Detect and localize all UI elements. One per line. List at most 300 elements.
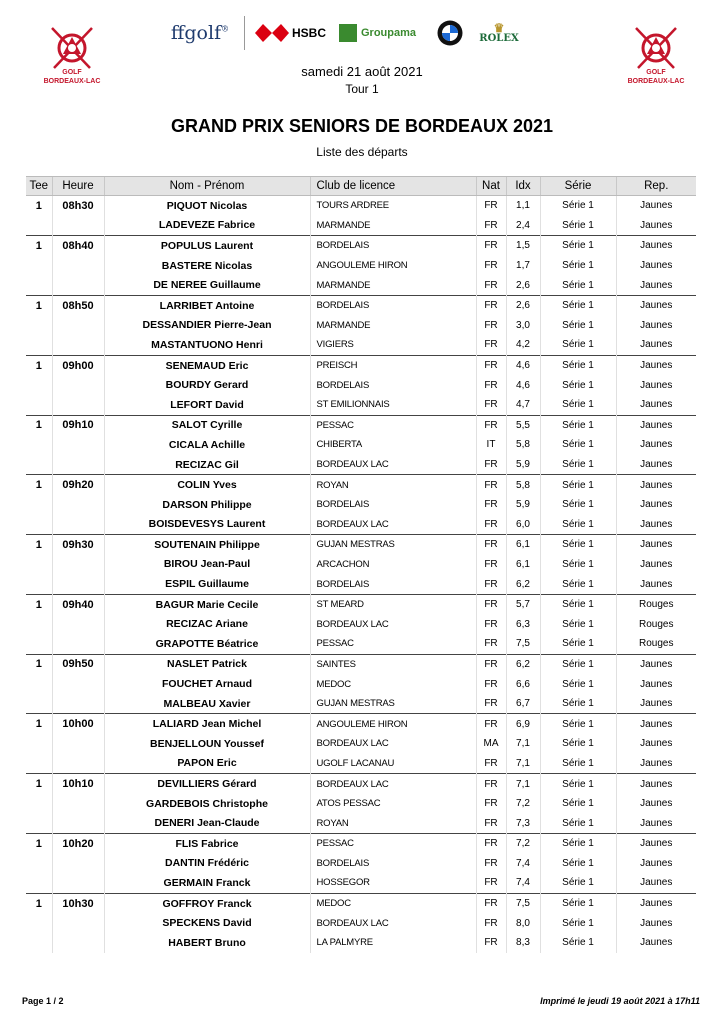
cell-serie: Série 1 xyxy=(540,774,616,794)
cell-nat: FR xyxy=(476,275,506,295)
cell-player-name: RECIZAC Ariane xyxy=(104,614,310,634)
cell-time xyxy=(52,694,104,714)
cell-index: 6,9 xyxy=(506,714,540,734)
cell-tee-color: Jaunes xyxy=(616,216,696,236)
column-header-serie: Série xyxy=(540,177,616,196)
cell-index: 7,1 xyxy=(506,734,540,754)
table-row xyxy=(26,854,696,874)
cell-nat: FR xyxy=(476,813,506,833)
column-header-rep: Rep. xyxy=(616,177,696,196)
cell-tee-color: Jaunes xyxy=(616,236,696,256)
cell-club: MARMANDE xyxy=(310,316,476,336)
cell-player-name: BOISDEVESYS Laurent xyxy=(104,515,310,535)
cell-index: 6,6 xyxy=(506,674,540,694)
bmw-roundel-icon xyxy=(437,20,463,46)
cell-player-name: MALBEAU Xavier xyxy=(104,694,310,714)
cell-club: PESSAC xyxy=(310,634,476,654)
cell-index: 4,2 xyxy=(506,335,540,355)
cell-time: 10h20 xyxy=(52,834,104,854)
cell-time xyxy=(52,794,104,814)
cell-tee xyxy=(26,813,52,833)
cell-serie: Série 1 xyxy=(540,893,616,913)
cell-player-name: NASLET Patrick xyxy=(104,654,310,674)
cell-serie: Série 1 xyxy=(540,216,616,236)
club-logo-text-top: GOLF xyxy=(646,69,666,76)
cell-club: ATOS PESSAC xyxy=(310,794,476,814)
table-row xyxy=(26,335,696,355)
cell-tee-color: Jaunes xyxy=(616,256,696,276)
cell-index: 1,1 xyxy=(506,196,540,216)
cell-serie: Série 1 xyxy=(540,694,616,714)
cell-tee-color: Jaunes xyxy=(616,574,696,594)
cell-tee: 1 xyxy=(26,295,52,315)
cell-index: 6,3 xyxy=(506,614,540,634)
table-row xyxy=(26,555,696,575)
cell-serie: Série 1 xyxy=(540,734,616,754)
cell-time: 09h20 xyxy=(52,475,104,495)
cell-player-name: DE NEREE Guillaume xyxy=(104,275,310,295)
cell-nat: FR xyxy=(476,754,506,774)
cell-index: 5,9 xyxy=(506,455,540,475)
cell-time xyxy=(52,275,104,295)
table-row xyxy=(26,375,696,395)
table-row xyxy=(26,515,696,535)
cell-serie: Série 1 xyxy=(540,275,616,295)
cell-time xyxy=(52,674,104,694)
table-row xyxy=(26,295,696,315)
table-row xyxy=(26,694,696,714)
cell-tee xyxy=(26,913,52,933)
cell-player-name: BASTERE Nicolas xyxy=(104,256,310,276)
cell-nat: FR xyxy=(476,634,506,654)
table-row xyxy=(26,355,696,375)
cell-index: 7,5 xyxy=(506,634,540,654)
cell-club: PREISCH xyxy=(310,355,476,375)
cell-club: BORDELAIS xyxy=(310,574,476,594)
cell-index: 7,4 xyxy=(506,873,540,893)
cell-tee xyxy=(26,216,52,236)
cell-time xyxy=(52,873,104,893)
cell-serie: Série 1 xyxy=(540,933,616,953)
cell-index: 6,1 xyxy=(506,555,540,575)
cell-nat: FR xyxy=(476,594,506,614)
club-logo-text-bottom: BORDEAUX-LAC xyxy=(627,78,685,85)
club-logo-text-top: GOLF xyxy=(62,69,82,76)
cell-index: 7,5 xyxy=(506,893,540,913)
cell-club: TOURS ARDREE xyxy=(310,196,476,216)
cell-time xyxy=(52,854,104,874)
cell-tee xyxy=(26,614,52,634)
cell-club: LA PALMYRE xyxy=(310,933,476,953)
cell-time xyxy=(52,455,104,475)
cell-player-name: LADEVEZE Fabrice xyxy=(104,216,310,236)
cell-time: 10h10 xyxy=(52,774,104,794)
tee-times-table xyxy=(26,176,696,953)
cell-time xyxy=(52,734,104,754)
cell-nat: FR xyxy=(476,256,506,276)
cell-nat: FR xyxy=(476,574,506,594)
cell-player-name: SALOT Cyrille xyxy=(104,415,310,435)
cell-player-name: ESPIL Guillaume xyxy=(104,574,310,594)
cell-tee: 1 xyxy=(26,893,52,913)
cell-index: 8,3 xyxy=(506,933,540,953)
cell-tee-color: Jaunes xyxy=(616,415,696,435)
table-row xyxy=(26,495,696,515)
cell-tee-color: Jaunes xyxy=(616,893,696,913)
cell-tee xyxy=(26,754,52,774)
hsbc-logo: HSBC xyxy=(255,24,339,42)
cell-tee-color: Jaunes xyxy=(616,355,696,375)
cell-time xyxy=(52,913,104,933)
cell-serie: Série 1 xyxy=(540,614,616,634)
table-row xyxy=(26,236,696,256)
cell-tee-color: Jaunes xyxy=(616,335,696,355)
table-row xyxy=(26,614,696,634)
cell-tee xyxy=(26,854,52,874)
cell-club: ROYAN xyxy=(310,813,476,833)
cell-tee xyxy=(26,395,52,415)
table-row xyxy=(26,774,696,794)
cell-index: 7,4 xyxy=(506,854,540,874)
table-row xyxy=(26,535,696,555)
cell-nat: IT xyxy=(476,435,506,455)
cell-tee-color: Jaunes xyxy=(616,535,696,555)
table-row xyxy=(26,913,696,933)
cell-serie: Série 1 xyxy=(540,634,616,654)
cell-tee-color: Jaunes xyxy=(616,813,696,833)
cell-serie: Série 1 xyxy=(540,813,616,833)
cell-nat: FR xyxy=(476,834,506,854)
cell-club: BORDELAIS xyxy=(310,375,476,395)
column-header-nat: Nat xyxy=(476,177,506,196)
cell-serie: Série 1 xyxy=(540,754,616,774)
cell-tee: 1 xyxy=(26,535,52,555)
cell-tee xyxy=(26,275,52,295)
cell-serie: Série 1 xyxy=(540,196,616,216)
cell-nat: FR xyxy=(476,515,506,535)
table-row xyxy=(26,594,696,614)
cell-serie: Série 1 xyxy=(540,495,616,515)
table-row xyxy=(26,415,696,435)
cell-index: 6,7 xyxy=(506,694,540,714)
cell-serie: Série 1 xyxy=(540,913,616,933)
cell-tee-color: Rouges xyxy=(616,614,696,634)
cell-nat: FR xyxy=(476,774,506,794)
cell-club: BORDELAIS xyxy=(310,295,476,315)
cell-index: 7,2 xyxy=(506,794,540,814)
cell-serie: Série 1 xyxy=(540,515,616,535)
cell-tee: 1 xyxy=(26,475,52,495)
cell-time xyxy=(52,933,104,953)
cell-tee-color: Jaunes xyxy=(616,654,696,674)
table-row xyxy=(26,674,696,694)
cell-player-name: DESSANDIER Pierre-Jean xyxy=(104,316,310,336)
cell-serie: Série 1 xyxy=(540,256,616,276)
cell-serie: Série 1 xyxy=(540,455,616,475)
cell-serie: Série 1 xyxy=(540,236,616,256)
event-date: samedi 21 août 2021 xyxy=(301,64,423,79)
cell-club: BORDELAIS xyxy=(310,236,476,256)
cell-tee-color: Jaunes xyxy=(616,495,696,515)
cell-time xyxy=(52,614,104,634)
cell-nat: FR xyxy=(476,216,506,236)
cell-tee-color: Jaunes xyxy=(616,854,696,874)
cell-nat: FR xyxy=(476,913,506,933)
cell-time: 09h50 xyxy=(52,654,104,674)
cell-time xyxy=(52,813,104,833)
cell-club: BORDEAUX LAC xyxy=(310,774,476,794)
cell-nat: FR xyxy=(476,196,506,216)
bmw-logo xyxy=(431,20,469,46)
table-header-row xyxy=(26,177,696,196)
cell-club: VIGIERS xyxy=(310,335,476,355)
table-row xyxy=(26,316,696,336)
cell-player-name: RECIZAC Gil xyxy=(104,455,310,475)
cell-club: BORDEAUX LAC xyxy=(310,455,476,475)
cell-tee-color: Jaunes xyxy=(616,714,696,734)
cell-tee: 1 xyxy=(26,236,52,256)
cell-index: 5,7 xyxy=(506,594,540,614)
page-subtitle: Liste des départs xyxy=(316,145,408,159)
cell-club: GUJAN MESTRAS xyxy=(310,694,476,714)
cell-club: BORDEAUX LAC xyxy=(310,734,476,754)
cell-tee-color: Rouges xyxy=(616,634,696,654)
cell-tee: 1 xyxy=(26,196,52,216)
cell-time xyxy=(52,316,104,336)
cell-time xyxy=(52,256,104,276)
cell-player-name: CICALA Achille xyxy=(104,435,310,455)
cell-nat: FR xyxy=(476,933,506,953)
cell-serie: Série 1 xyxy=(540,295,616,315)
cell-tee-color: Jaunes xyxy=(616,674,696,694)
cell-serie: Série 1 xyxy=(540,355,616,375)
cell-time: 08h40 xyxy=(52,236,104,256)
cell-nat: FR xyxy=(476,415,506,435)
print-timestamp: Imprimé le jeudi 19 août 2021 à 17h11 xyxy=(540,996,700,1006)
cell-player-name: GERMAIN Franck xyxy=(104,873,310,893)
cell-club: SAINTES xyxy=(310,654,476,674)
cell-player-name: DANTIN Frédéric xyxy=(104,854,310,874)
cell-player-name: FLIS Fabrice xyxy=(104,834,310,854)
cell-tee-color: Jaunes xyxy=(616,395,696,415)
ffgolf-logo: ffgolf® xyxy=(170,22,230,44)
cell-index: 1,5 xyxy=(506,236,540,256)
cell-tee xyxy=(26,495,52,515)
cell-index: 5,9 xyxy=(506,495,540,515)
cell-nat: FR xyxy=(476,395,506,415)
cell-index: 7,2 xyxy=(506,834,540,854)
cell-club: ST EMILIONNAIS xyxy=(310,395,476,415)
cell-club: MARMANDE xyxy=(310,216,476,236)
cell-tee-color: Jaunes xyxy=(616,834,696,854)
cell-nat: FR xyxy=(476,654,506,674)
cell-tee-color: Jaunes xyxy=(616,275,696,295)
column-header-idx: Idx xyxy=(506,177,540,196)
cell-serie: Série 1 xyxy=(540,574,616,594)
cell-tee xyxy=(26,674,52,694)
cell-club: ARCACHON xyxy=(310,555,476,575)
cell-index: 1,7 xyxy=(506,256,540,276)
cell-index: 3,0 xyxy=(506,316,540,336)
cell-tee-color: Jaunes xyxy=(616,515,696,535)
cell-serie: Série 1 xyxy=(540,375,616,395)
cell-nat: FR xyxy=(476,694,506,714)
cell-tee: 1 xyxy=(26,654,52,674)
column-header-name: Nom - Prénom xyxy=(104,177,310,196)
cell-serie: Série 1 xyxy=(540,794,616,814)
cell-serie: Série 1 xyxy=(540,335,616,355)
cell-serie: Série 1 xyxy=(540,316,616,336)
cell-nat: MA xyxy=(476,734,506,754)
cell-club: ROYAN xyxy=(310,475,476,495)
cell-tee xyxy=(26,555,52,575)
cell-index: 2,4 xyxy=(506,216,540,236)
cell-club: BORDELAIS xyxy=(310,495,476,515)
cell-index: 6,2 xyxy=(506,574,540,594)
cell-index: 2,6 xyxy=(506,275,540,295)
cell-tee: 1 xyxy=(26,355,52,375)
cell-serie: Série 1 xyxy=(540,654,616,674)
cell-serie: Série 1 xyxy=(540,714,616,734)
cell-club: BORDEAUX LAC xyxy=(310,515,476,535)
round-label: Tour 1 xyxy=(345,82,379,96)
cell-player-name: PAPON Eric xyxy=(104,754,310,774)
cell-tee: 1 xyxy=(26,834,52,854)
cell-serie: Série 1 xyxy=(540,674,616,694)
cell-player-name: SPECKENS David xyxy=(104,913,310,933)
groupama-square-icon xyxy=(339,24,357,42)
cell-club: MEDOC xyxy=(310,893,476,913)
cell-tee xyxy=(26,435,52,455)
cell-tee-color: Jaunes xyxy=(616,375,696,395)
cell-club: ANGOULEME HIRON xyxy=(310,714,476,734)
cell-club: GUJAN MESTRAS xyxy=(310,535,476,555)
cell-time xyxy=(52,495,104,515)
table-row xyxy=(26,654,696,674)
cell-nat: FR xyxy=(476,674,506,694)
cell-tee-color: Rouges xyxy=(616,594,696,614)
cell-serie: Série 1 xyxy=(540,854,616,874)
table-row xyxy=(26,813,696,833)
cell-nat: FR xyxy=(476,714,506,734)
table-row xyxy=(26,873,696,893)
cell-tee-color: Jaunes xyxy=(616,475,696,495)
cell-serie: Série 1 xyxy=(540,535,616,555)
cell-time xyxy=(52,395,104,415)
cell-tee-color: Jaunes xyxy=(616,295,696,315)
table-row xyxy=(26,256,696,276)
table-row xyxy=(26,435,696,455)
table-row xyxy=(26,634,696,654)
rolex-logo: ♛ ROLEX xyxy=(469,23,529,44)
cell-index: 7,3 xyxy=(506,813,540,833)
column-header-time: Heure xyxy=(52,177,104,196)
cell-nat: FR xyxy=(476,455,506,475)
cell-index: 2,6 xyxy=(506,295,540,315)
cell-tee-color: Jaunes xyxy=(616,873,696,893)
cell-time xyxy=(52,515,104,535)
cell-nat: FR xyxy=(476,236,506,256)
cell-tee-color: Jaunes xyxy=(616,196,696,216)
cell-tee-color: Jaunes xyxy=(616,455,696,475)
cell-player-name: BENJELLOUN Youssef xyxy=(104,734,310,754)
cell-club: CHIBERTA xyxy=(310,435,476,455)
cell-tee xyxy=(26,335,52,355)
cell-club: MEDOC xyxy=(310,674,476,694)
table-row xyxy=(26,893,696,913)
cell-tee-color: Jaunes xyxy=(616,794,696,814)
cell-index: 6,2 xyxy=(506,654,540,674)
cell-index: 7,1 xyxy=(506,754,540,774)
cell-serie: Série 1 xyxy=(540,873,616,893)
cell-time: 08h50 xyxy=(52,295,104,315)
cell-tee xyxy=(26,873,52,893)
table-row xyxy=(26,574,696,594)
cell-time: 08h30 xyxy=(52,196,104,216)
table-row xyxy=(26,794,696,814)
cell-nat: FR xyxy=(476,355,506,375)
cell-time: 10h30 xyxy=(52,893,104,913)
sponsor-divider xyxy=(244,16,245,50)
cell-player-name: PIQUOT Nicolas xyxy=(104,196,310,216)
cell-nat: FR xyxy=(476,295,506,315)
groupama-logo: Groupama xyxy=(339,24,431,42)
cell-tee-color: Jaunes xyxy=(616,734,696,754)
cell-tee-color: Jaunes xyxy=(616,435,696,455)
cell-time xyxy=(52,555,104,575)
cell-tee xyxy=(26,455,52,475)
cell-nat: FR xyxy=(476,794,506,814)
page-title: GRAND PRIX SENIORS DE BORDEAUX 2021 xyxy=(170,116,554,136)
cell-tee-color: Jaunes xyxy=(616,754,696,774)
cell-nat: FR xyxy=(476,316,506,336)
cell-tee-color: Jaunes xyxy=(616,555,696,575)
cell-index: 6,0 xyxy=(506,515,540,535)
cell-serie: Série 1 xyxy=(540,555,616,575)
cell-tee-color: Jaunes xyxy=(616,774,696,794)
cell-tee: 1 xyxy=(26,594,52,614)
cell-player-name: LALIARD Jean Michel xyxy=(104,714,310,734)
cell-nat: FR xyxy=(476,614,506,634)
cell-player-name: DARSON Philippe xyxy=(104,495,310,515)
cell-time: 09h40 xyxy=(52,594,104,614)
cell-player-name: LARRIBET Antoine xyxy=(104,295,310,315)
cell-index: 4,6 xyxy=(506,375,540,395)
cell-time xyxy=(52,435,104,455)
cell-serie: Série 1 xyxy=(540,594,616,614)
cell-tee xyxy=(26,734,52,754)
cell-club: BORDEAUX LAC xyxy=(310,913,476,933)
cell-time xyxy=(52,375,104,395)
cell-tee xyxy=(26,794,52,814)
cell-tee xyxy=(26,694,52,714)
cell-index: 8,0 xyxy=(506,913,540,933)
cell-player-name: GARDEBOIS Christophe xyxy=(104,794,310,814)
cell-nat: FR xyxy=(476,495,506,515)
cell-club: HOSSEGOR xyxy=(310,873,476,893)
cell-player-name: DEVILLIERS Gérard xyxy=(104,774,310,794)
cell-nat: FR xyxy=(476,375,506,395)
table-row xyxy=(26,714,696,734)
cell-tee xyxy=(26,634,52,654)
cell-tee xyxy=(26,375,52,395)
cell-time xyxy=(52,574,104,594)
table-row xyxy=(26,395,696,415)
table-row xyxy=(26,834,696,854)
cell-serie: Série 1 xyxy=(540,395,616,415)
cell-index: 6,1 xyxy=(506,535,540,555)
cell-index: 7,1 xyxy=(506,774,540,794)
